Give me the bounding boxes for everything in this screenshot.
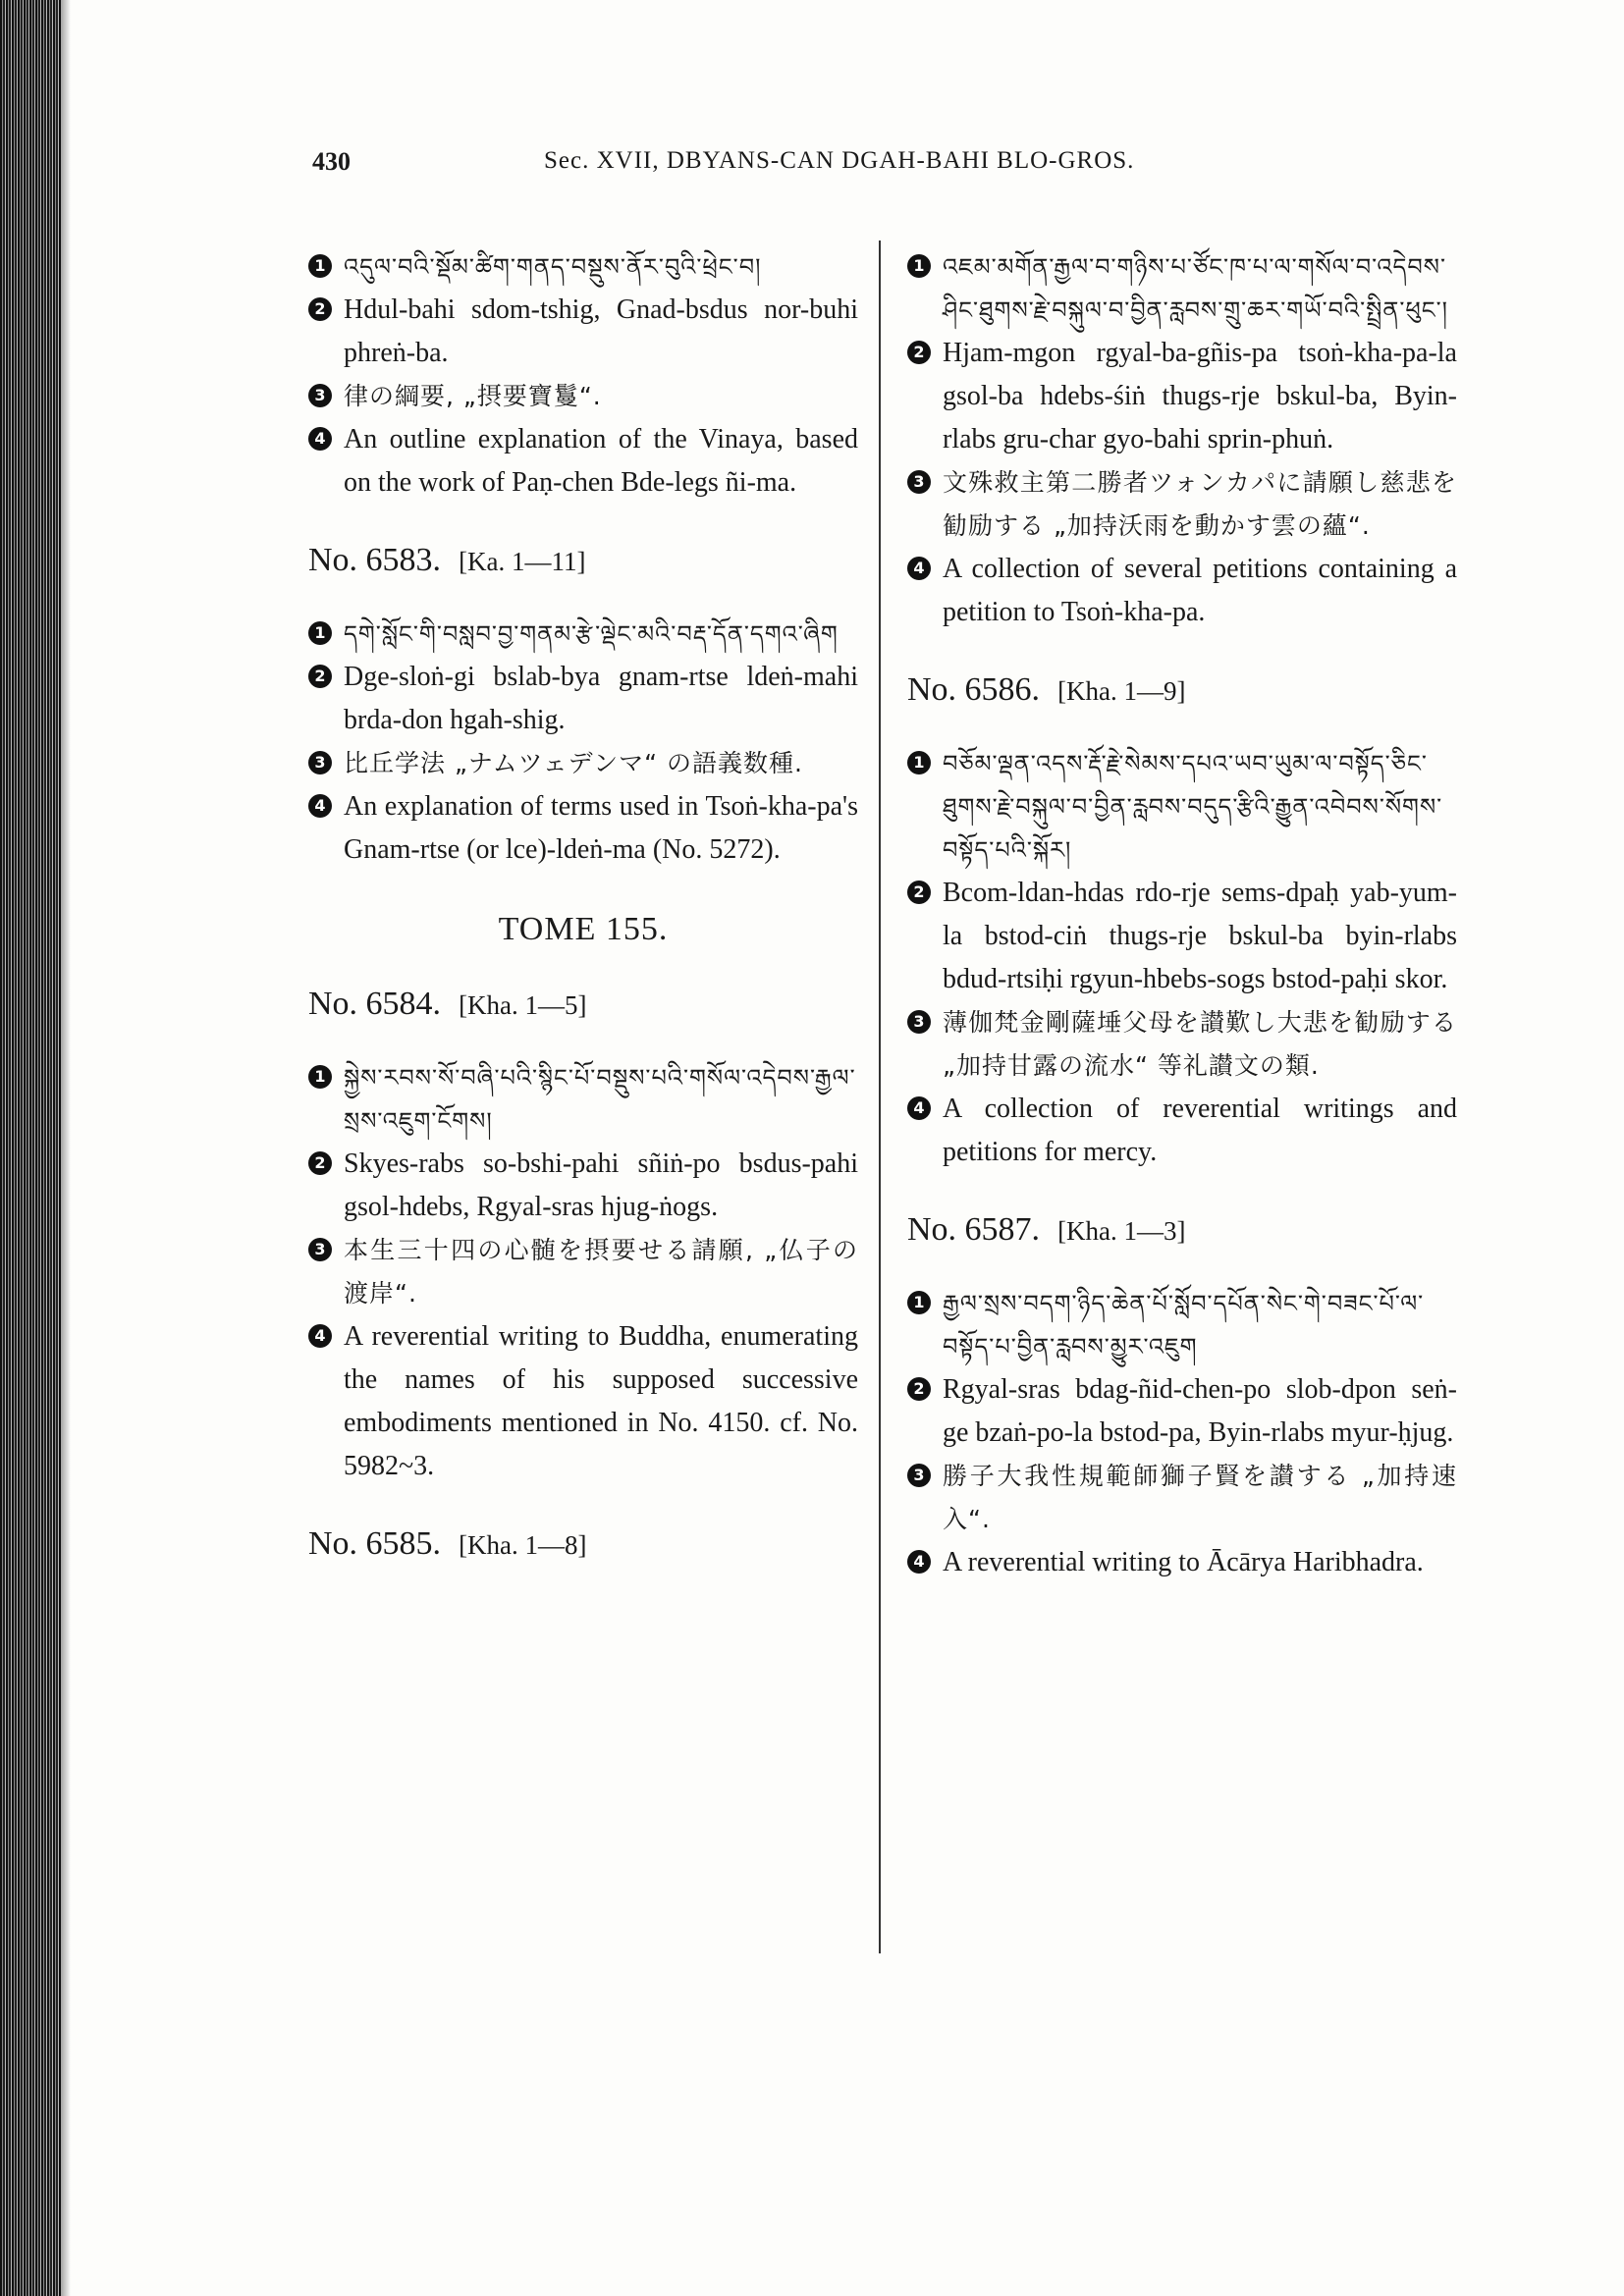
tibetan-title: འཇམ་མགོན་རྒྱལ་བ་གཉིས་པ་ཙོང་ཁ་པ་ལ་གསོལ་བ་འདེབས་ཤིང་ཐུགས་རྗེ་བསྐུལ་བ་བྱིན་རླབས་གྲུ་ཆར་གཡོ་བའི་སྤྲིན་ཕུང་། (943, 253, 1449, 324)
entry-range: [Kha. 1—9] (1057, 676, 1186, 706)
marker-3-icon: 3 (308, 384, 332, 407)
marker-3-icon: 3 (907, 470, 931, 494)
english-description: A collection of reverential writings and petitions for mercy. (943, 1094, 1457, 1167)
entry-number: No. 6584. (308, 986, 442, 1022)
marker-2-icon: 2 (907, 1377, 931, 1401)
japanese-title: 律の綱要, „摂要寶鬘“. (344, 382, 602, 410)
marker-3-icon: 3 (907, 1464, 931, 1487)
entry-6587 (907, 1282, 1457, 1584)
entry-6585-body (907, 245, 1457, 634)
book-binding-edge (0, 0, 61, 2296)
entry-number: No. 6586. (907, 671, 1041, 708)
marker-1-icon: 1 (907, 254, 931, 278)
column-divider (879, 240, 881, 1953)
transliteration: Hjam-mgon rgyal-ba-gñis-pa tsoṅ-kha-pa-la gsol-ba hdebs-śiṅ thugs-rje bskul-ba, Byin-rlabs gru-char gyo-bahi sprin-phuṅ. (943, 338, 1457, 454)
running-title: Sec. XVII, DBYANS-CAN DGAH-BAHI BLO-GROS. (544, 147, 1135, 174)
entry-continued (308, 245, 858, 505)
marker-2-icon: 2 (308, 1151, 332, 1175)
entry-number: No. 6587. (907, 1211, 1041, 1248)
transliteration: Bcom-ldan-hdas rdo-rje sems-dpaḥ yab-yum-la bstod-ciṅ thugs-rje bskul-ba byin-rlabs bdud-rtsiḥi rgyun-hbebs-sogs bstod-paḥi skor. (943, 878, 1457, 994)
marker-4-icon: 4 (308, 427, 332, 451)
japanese-title: 本生三十四の心髄を摂要せる請願, „仏子の渡岸“. (344, 1236, 858, 1308)
tibetan-title: འདུལ་བའི་སྡོམ་ཚིག་གནད་བསྡུས་ནོར་བུའི་ཕྲེང་བ། (344, 253, 762, 281)
entry-number: No. 6585. (308, 1525, 442, 1562)
tome-heading: TOME 155. (498, 911, 669, 947)
entry-heading-6587 (907, 1211, 1457, 1249)
entry-heading-6584 (308, 986, 858, 1023)
marker-1-icon: 1 (308, 254, 332, 278)
marker-1-icon: 1 (907, 1291, 931, 1314)
japanese-title: 文殊救主第二勝者ツォンカパに請願し慈悲を勧励する „加持沃雨を動かす雲の蘊“. (943, 468, 1457, 540)
page-header (312, 147, 1255, 187)
entry-heading-6585 (308, 1525, 858, 1563)
entry-heading-6586 (907, 671, 1457, 709)
japanese-title: 勝子大我性規範師獅子賢を讃する „加持速入“. (943, 1462, 1457, 1533)
english-description: A reverential writing to Buddha, enumerating the names of his supposed successive embodiments mentioned in No. 4150. cf. No. 5982~3. (344, 1321, 858, 1481)
english-description: A reverential writing to Ācārya Haribhadra. (943, 1547, 1424, 1577)
marker-3-icon: 3 (308, 1238, 332, 1261)
transliteration: Rgyal-sras bdag-ñid-chen-po slob-dpon seṅ-ge bzaṅ-po-la bstod-pa, Byin-rlabs myur-ḥjug. (943, 1374, 1457, 1448)
marker-3-icon: 3 (907, 1010, 931, 1034)
entry-range: [Kha. 1—8] (459, 1530, 587, 1560)
transliteration: Skyes-rabs so-bshi-pahi sñiṅ-po bsdus-pahi gsol-hdebs, Rgyal-sras hjug-ṅogs. (344, 1148, 858, 1222)
marker-1-icon: 1 (907, 751, 931, 774)
marker-4-icon: 4 (907, 1550, 931, 1574)
marker-4-icon: 4 (308, 794, 332, 818)
entry-6584 (308, 1056, 858, 1488)
english-description: A collection of several petitions containing a petition to Tsoṅ-kha-pa. (943, 554, 1457, 627)
tibetan-title: བཅོམ་ལྡན་འདས་རྡོ་རྗེ་སེམས་དཔའ་ཡབ་ཡུམ་ལ་བསྟོད་ཅིང་ཐུགས་རྗེ་བསྐུལ་བ་བྱིན་རླབས་བདུད་རྩིའི་རྒྱུན་འབེབས་སོགས་བསྟོད་པའི་སྐོར། (943, 750, 1443, 864)
english-description: An explanation of terms used in Tsoṅ-kha-pa's Gnam-rtse (or lce)-ldeṅ-ma (No. 5272). (344, 791, 858, 865)
entry-6586 (907, 742, 1457, 1174)
entry-range: [Ka. 1—11] (459, 547, 586, 576)
marker-4-icon: 4 (308, 1324, 332, 1348)
marker-2-icon: 2 (907, 341, 931, 364)
english-description: An outline explanation of the Vinaya, based on the work of Paṇ-chen Bde-legs ñi-ma. (344, 424, 858, 498)
marker-2-icon: 2 (308, 297, 332, 321)
entry-range: [Kha. 1—3] (1057, 1216, 1186, 1246)
entry-number: No. 6583. (308, 542, 442, 578)
tibetan-title: རྒྱལ་སྲས་བདག་ཉིད་ཆེན་པོ་སློབ་དཔོན་སེང་གེ་བཟང་པོ་ལ་བསྟོད་པ་བྱིན་རླབས་མྱུར་འཇུག (943, 1290, 1425, 1361)
transliteration: Dge-sloṅ-gi bslab-bya gnam-rtse ldeṅ-mahi brda-don hgah-shig. (344, 662, 858, 735)
japanese-title: 比丘学法 „ナムツェデンマ“ の語義数種. (344, 749, 803, 777)
tibetan-title: དགེ་སློང་གི་བསླབ་བྱ་གནམ་རྩེ་ལྡེང་མའི་བརྡ་དོན་དགའ་ཞིག (344, 620, 839, 648)
marker-2-icon: 2 (907, 881, 931, 904)
entry-6583 (308, 613, 858, 872)
marker-4-icon: 4 (907, 1096, 931, 1120)
marker-3-icon: 3 (308, 751, 332, 774)
japanese-title: 薄伽梵金剛薩埵父母を讃歎し大悲を勧励する „加持甘露の流水“ 等礼讃文の類. (943, 1008, 1457, 1080)
tibetan-title: སྐྱེས་རབས་སོ་བཞི་པའི་སྙིང་པོ་བསྡུས་པའི་གསོལ་འདེབས་རྒྱལ་སྲས་འཇུག་ངོགས། (344, 1064, 856, 1135)
marker-1-icon: 1 (308, 1065, 332, 1089)
page-number: 430 (312, 147, 351, 176)
entry-range: [Kha. 1—5] (459, 990, 587, 1020)
right-column (907, 245, 1457, 1584)
entry-heading-6583 (308, 542, 858, 579)
marker-1-icon: 1 (308, 621, 332, 645)
left-column (308, 245, 858, 1596)
marker-2-icon: 2 (308, 665, 332, 688)
marker-4-icon: 4 (907, 557, 931, 580)
transliteration: Hdul-bahi sdom-tshig, Gnad-bsdus nor-buhi phreṅ-ba. (344, 294, 858, 368)
